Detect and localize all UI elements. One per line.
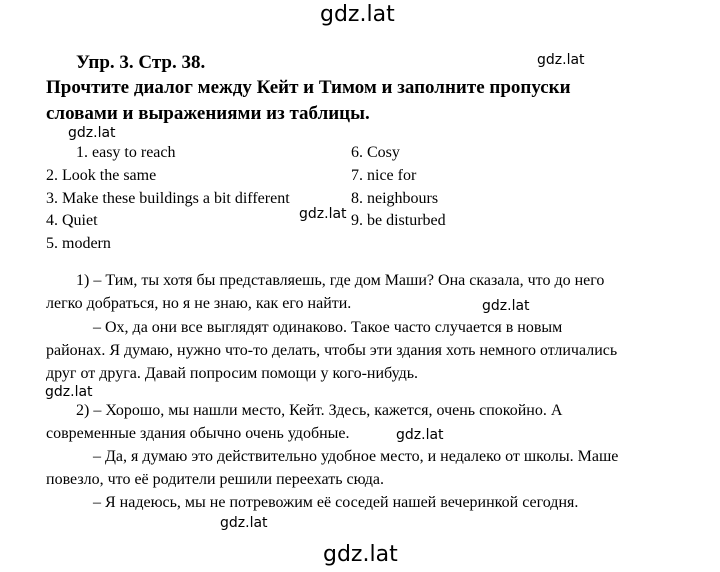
word-item-5: 5. modern <box>46 235 111 252</box>
watermark: gdz.lat <box>68 125 116 141</box>
dialogue-line: – Ох, да они все выглядят одинаково. Такое часто случается в новым <box>93 319 563 336</box>
watermark: gdz.lat <box>482 298 530 314</box>
watermark-bottom: gdz.lat <box>323 542 398 567</box>
word-item-8: 8. neighbours <box>351 190 439 207</box>
dialogue-line: легко добраться, но я не знаю, как его найти. <box>46 295 352 312</box>
dialogue-line: районах. Я думаю, нужно что-то делать, чтобы эти здания хоть немного отличались <box>46 342 618 359</box>
word-item-1: 1. easy to reach <box>76 144 176 161</box>
watermark: gdz.lat <box>537 52 585 68</box>
exercise-title: Упр. 3. Стр. 38. <box>76 52 206 73</box>
dialogue-line: современные здания обычно очень удобные. <box>46 425 350 442</box>
instruction-line-2: словами и выражениями из таблицы. <box>46 103 370 124</box>
instruction-line-1: Прочтите диалог между Кейт и Тимом и заполните пропуски <box>46 77 571 98</box>
watermark: gdz.lat <box>45 384 93 400</box>
word-item-7: 7. nice for <box>351 167 417 184</box>
watermark: gdz.lat <box>220 515 268 531</box>
dialogue-line: 2) – Хорошо, мы нашли место, Кейт. Здесь, кажется, очень спокойно. А <box>76 402 563 419</box>
dialogue-line: 1) – Тим, ты хотя бы представляешь, где дом Маши? Она сказала, что до него <box>76 272 605 289</box>
dialogue-line: повезло, что её родители решили переехать сюда. <box>46 471 384 488</box>
dialogue-line: друг от друга. Давай попросим помощи у кого-нибудь. <box>46 365 419 382</box>
word-item-6: 6. Cosy <box>351 144 400 161</box>
word-item-9: 9. be disturbed <box>351 212 446 229</box>
watermark-top: gdz.lat <box>320 2 395 27</box>
word-item-3: 3. Make these buildings a bit different <box>46 190 290 207</box>
watermark: gdz.lat <box>299 206 347 222</box>
watermark: gdz.lat <box>396 427 444 443</box>
word-item-2: 2. Look the same <box>46 167 157 184</box>
dialogue-line: – Я надеюсь, мы не потревожим её соседей нашей вечеринкой сегодня. <box>93 494 579 511</box>
word-item-4: 4. Quiet <box>46 212 98 229</box>
dialogue-line: – Да, я думаю это действительно удобное место, и недалеко от школы. Маше <box>93 448 619 465</box>
